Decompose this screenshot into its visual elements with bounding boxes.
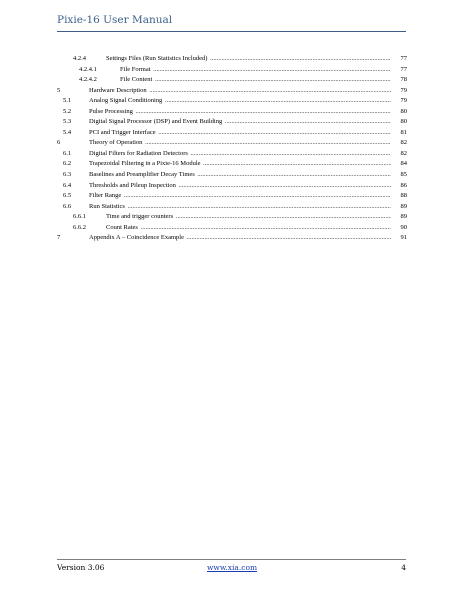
toc-entry-number: 6.6 <box>63 202 72 210</box>
toc-entry-title <box>89 96 391 107</box>
toc-entry-number: 5 <box>57 86 61 94</box>
toc-entry-title-text: Count Rates <box>106 223 138 231</box>
toc-entry-page: 82 <box>400 139 407 147</box>
footer-website-link[interactable]: www.xia.com <box>207 563 258 572</box>
toc-entry[interactable] <box>57 54 407 65</box>
toc-entry-number: 6.4 <box>63 181 72 189</box>
toc-entry-number: 6 <box>57 139 61 147</box>
toc-entry[interactable] <box>57 107 407 118</box>
toc-entry-number: 4.2.4 <box>73 55 86 62</box>
toc-entry-title-text: Filter Range <box>89 192 122 200</box>
toc-entry[interactable] <box>57 65 407 76</box>
toc-entry-number: 5.4 <box>63 128 72 136</box>
toc-entry-title-text: Hardware Description <box>89 86 147 94</box>
toc-entry-title-text: Theory of Operation <box>89 139 143 147</box>
toc-entry-number: 6.3 <box>63 171 72 179</box>
page-header-title: Pixie-16 User Manual <box>57 14 173 26</box>
toc-entry-page: 77 <box>400 65 407 73</box>
toc-entry-title-text: Run Statistics <box>89 202 125 210</box>
table-of-contents <box>57 54 407 244</box>
toc-entry-title <box>89 86 391 97</box>
toc-entry[interactable] <box>57 159 407 170</box>
toc-entry-title <box>89 128 391 139</box>
toc-entry-page: 79 <box>400 97 407 105</box>
toc-entry[interactable] <box>57 75 407 86</box>
toc-entry-number: 5.1 <box>63 97 72 105</box>
toc-entry-title <box>89 181 391 192</box>
toc-entry-page: 84 <box>400 160 407 168</box>
toc-entry-number: 4.2.4.1 <box>79 65 97 73</box>
toc-entry-title <box>89 149 391 160</box>
toc-entry-page: 82 <box>400 149 407 157</box>
toc-entry-title-text: Analog Signal Conditioning <box>89 97 163 105</box>
toc-entry-number: 6.6.1 <box>73 213 86 221</box>
toc-entry-page: 85 <box>400 171 407 179</box>
toc-entry-title <box>89 233 391 244</box>
toc-entry-page: 89 <box>400 213 407 221</box>
toc-entry-title-text: PCI and Trigger Interface <box>89 128 156 136</box>
toc-entry[interactable] <box>57 212 407 223</box>
toc-entry-page: 88 <box>400 192 407 200</box>
toc-entry[interactable] <box>57 233 407 244</box>
toc-entry-title-text: Baselines and Preamplifier Decay Times <box>89 171 195 179</box>
toc-entry-title-text: Appendix A – Coincidence Example <box>89 234 184 242</box>
toc-entry[interactable] <box>57 181 407 192</box>
toc-entry-title <box>89 107 391 118</box>
toc-entry[interactable] <box>57 170 407 181</box>
toc-entry-title <box>120 75 391 86</box>
toc-entry-title <box>89 159 391 170</box>
toc-entry[interactable] <box>57 223 407 234</box>
toc-entry-title <box>89 202 391 213</box>
toc-entry-page: 78 <box>400 76 407 84</box>
toc-entry-page: 79 <box>400 86 407 94</box>
toc-entry-title <box>106 212 391 223</box>
toc-entry-title <box>106 54 391 65</box>
footer-divider <box>57 559 406 560</box>
toc-entry[interactable] <box>57 86 407 97</box>
toc-entry[interactable] <box>57 202 407 213</box>
toc-entry-title <box>89 170 391 181</box>
toc-entry[interactable] <box>57 117 407 128</box>
toc-entry-title-text: Time and trigger counters <box>106 213 174 221</box>
toc-entry-title <box>89 138 391 149</box>
toc-entry-page: 81 <box>400 128 407 136</box>
toc-entry-title-text: Settings Files (Run Statistics Included) <box>106 55 208 62</box>
toc-entry-title-text: File Format <box>120 65 151 73</box>
toc-entry-number: 6.1 <box>63 149 72 157</box>
toc-entry-number: 7 <box>57 234 61 242</box>
toc-entry-number: 6.6.2 <box>73 223 86 231</box>
toc-entry[interactable] <box>57 149 407 160</box>
toc-entry-title-text: Trapezoidal Filtering in a Pixie-16 Module <box>89 160 201 168</box>
toc-entry-number: 6.2 <box>63 160 72 168</box>
footer-page-number: 4 <box>401 563 406 572</box>
toc-entry-page: 80 <box>400 118 407 126</box>
toc-entry-title <box>89 117 391 128</box>
toc-entry-page: 86 <box>400 181 407 189</box>
toc-entry-title-text: Pulse Processing <box>89 107 133 115</box>
toc-entry-number: 6.5 <box>63 192 72 200</box>
toc-entry[interactable] <box>57 138 407 149</box>
toc-entry-number: 5.2 <box>63 107 72 115</box>
toc-entry-title-text: Thresholds and Pileup Inspection <box>89 181 176 189</box>
toc-entry-title-text: Digital Filters for Radiation Detectors <box>89 149 188 157</box>
toc-entry-title <box>106 223 391 234</box>
toc-entry-page: 77 <box>400 55 407 62</box>
toc-entry-title-text: Digital Signal Processor (DSP) and Event Building <box>89 118 223 126</box>
toc-entry[interactable] <box>57 191 407 202</box>
toc-entry-number: 5.3 <box>63 118 72 126</box>
toc-entry-title-text: File Content <box>120 76 153 84</box>
toc-entry-title <box>120 65 391 76</box>
toc-entry-title <box>89 191 391 202</box>
toc-entry-number: 4.2.4.2 <box>79 76 97 84</box>
header-divider <box>57 31 406 32</box>
toc-entry-page: 80 <box>400 107 407 115</box>
footer-version: Version 3.06 <box>57 563 105 572</box>
toc-entry-page: 90 <box>400 223 407 231</box>
toc-entry-page: 91 <box>400 234 407 242</box>
toc-entry-page: 89 <box>400 202 407 210</box>
toc-entry[interactable] <box>57 96 407 107</box>
toc-entry[interactable] <box>57 128 407 139</box>
